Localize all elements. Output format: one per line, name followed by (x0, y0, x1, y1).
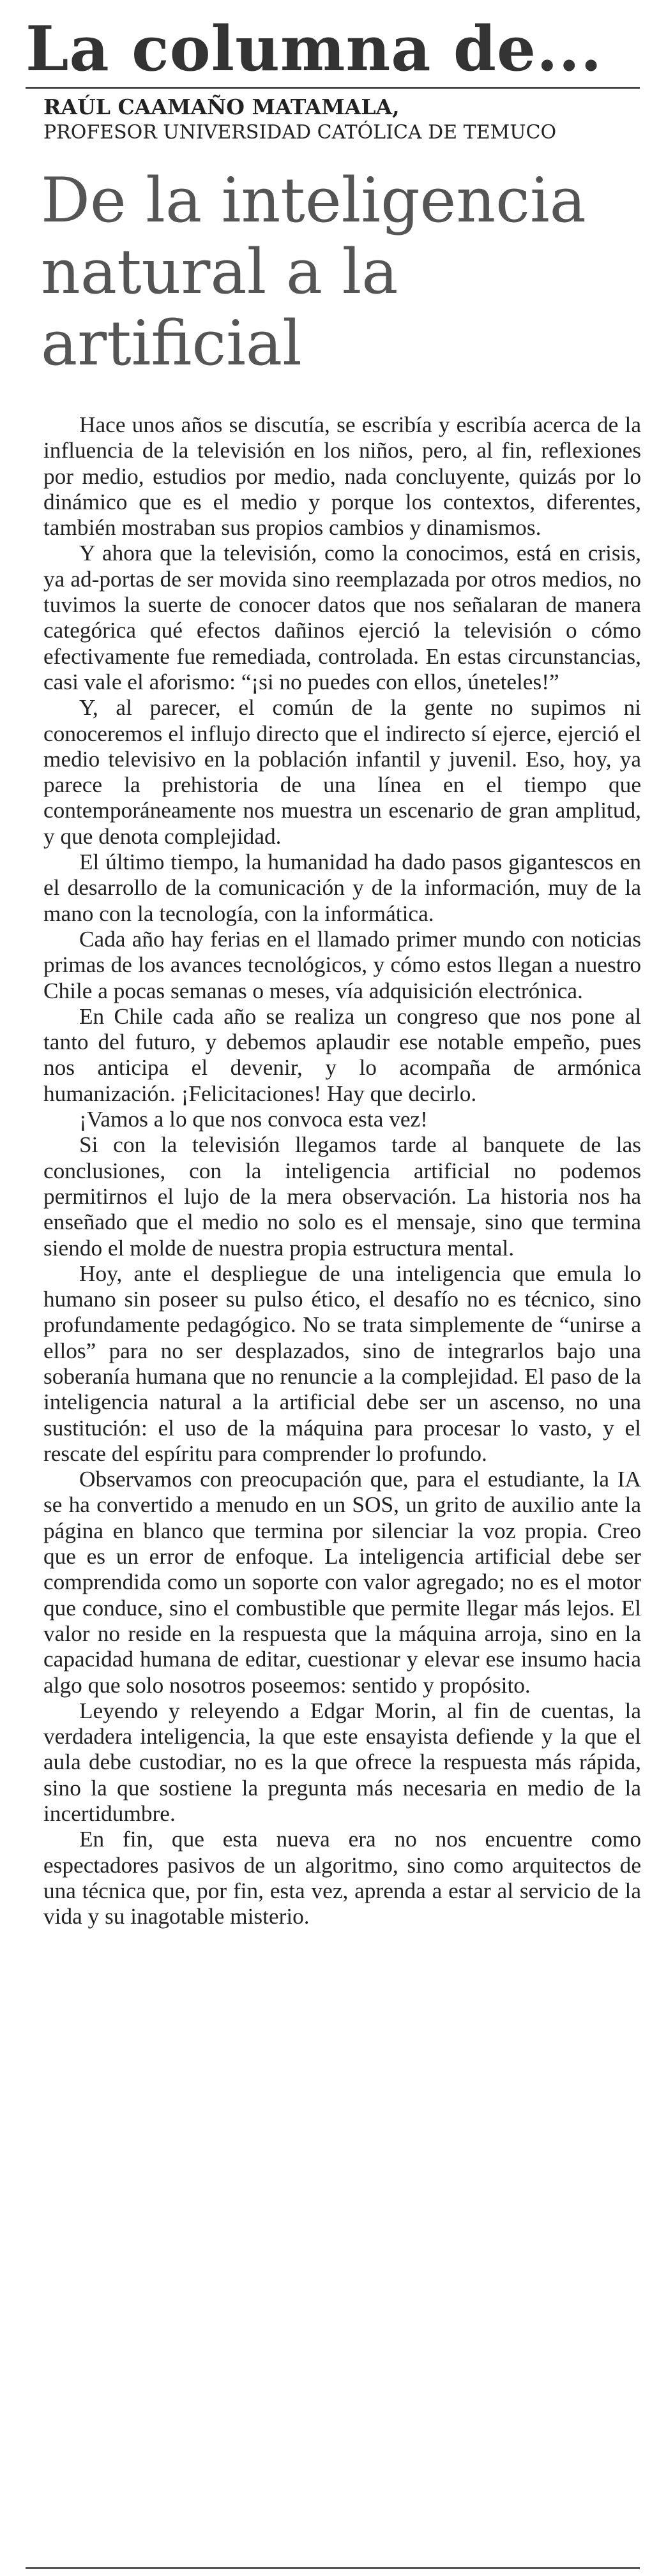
section-title: La columna de... (26, 13, 603, 85)
article-paragraph: Si con la televisión llegamos tarde al banquete de las conclusiones, con la inteligencia artificial no podemos permitirnos el lujo de la mera observación. La historia nos ha enseñado que el medio no solo es el mensaje, sino que termina siendo el molde de nuestra propia estructura mental. (43, 1132, 641, 1261)
article-headline: De la inteligencia natural a la artificial (41, 165, 586, 379)
footer-divider (26, 2567, 640, 2569)
article-paragraph: Cada año hay ferias en el llamado primer mundo con noticias primas de los avances tecnológicos, y cómo estos llegan a nuestro Chile a pocas semanas o meses, vía adquisición electrónica. (43, 926, 641, 1003)
article-paragraph: En fin, que esta nueva era no nos encuentre como espectadores pasivos de un algoritmo, sino como arquitectos de una técnica que, por fin, esta vez, aprenda a estar al servicio de la vida y su inagotable misterio. (43, 1827, 641, 1929)
header-divider (26, 87, 640, 89)
article-paragraph: Leyendo y releyendo a Edgar Morin, al fin de cuentas, la verdadera inteligencia, la que este ensayista defiende y la que el aula debe custodiar, no es la que ofrece la respuesta más rápida, sino la que sostiene la pregunta más necesaria en medio de la incertidumbre. (43, 1698, 641, 1827)
author-name: RAÚL CAAMAÑO MATAMALA, (43, 94, 400, 119)
article-paragraph: Hoy, ante el despliegue de una inteligencia que emula lo humano sin poseer su pulso ético, el desafío no es técnico, sino profundamente pedagógico. No se trata simplemente de “unirse a ellos” para no ser desplazados, sino de integrarlos bajo una soberanía humana que no renuncie a la complejidad. El paso de la inteligencia natural a la artificial debe ser un ascenso, no una sustitución: el uso de la máquina para procesar lo vasto, y el rescate del espíritu para comprender lo profundo. (43, 1261, 641, 1466)
column-header (26, 14, 639, 84)
article-paragraph: Y ahora que la televisión, como la conocimos, está en crisis, ya ad-portas de ser movida sino reemplazada por otros medios, no tuvimos la suerte de conocer datos que nos señalaran de manera categórica qué efectos dañinos ejerció la televisión o cómo efectivamente fue remediada, controlada. En estas circunstancias, casi vale el aforismo: “¡si no puedes con ellos, úneteles!” (43, 541, 641, 694)
article-paragraph: ¡Vamos a lo que nos convoca esta vez! (79, 1107, 428, 1132)
article-paragraph: Observamos con preocupación que, para el estudiante, la IA se ha convertido a menudo en un SOS, un grito de auxilio ante la página en blanco que termina por silenciar la voz propia. Creo que es un error de enfoque. La inteligencia artificial debe ser comprendida como un soporte con valor agregado; no es el motor que conduce, sino el combustible que permite llegar más lejos. El valor no reside en la respuesta que la máquina arroja, sino en la capacidad humana de editar, cuestionar y elevar ese insumo hacia algo que solo nosotros poseemos: sentido y propósito. (43, 1467, 641, 1698)
article-paragraph: Hace unos años se discutía, se escribía y escribía acerca de la influencia de la televisión en los niños, pero, al fin, reflexiones por medio, estudios por medio, nada concluyente, quizás por lo dinámico que es el medio y porque los contextos, diferentes, también mostraban sus propios cambios y dinamismos. (43, 412, 641, 541)
article-paragraph: El último tiempo, la humanidad ha dado pasos gigantescos en el desarrollo de la comunicación y de la información, muy de la mano con la tecnología, con la informática. (43, 850, 641, 926)
article-body (43, 412, 641, 1930)
article-paragraph: Y, al parecer, el común de la gente no supimos ni conoceremos el influjo directo que el indirecto sí ejerce, ejerció el medio televisivo en la población infantil y juvenil. Eso, hoy, ya parece la prehistoria de una línea en el tiempo que contemporáneamente nos muestra un escenario de gran amplitud, y que denota complejidad. (43, 695, 641, 849)
article-paragraph: En Chile cada año se realiza un congreso que nos pone al tanto del futuro, y debemos aplaudir ese notable empeño, pues nos anticipa el devenir, y lo acompaña de armónica humanización. ¡Felicitaciones! Hay que decirlo. (43, 1003, 641, 1106)
author-role: PROFESOR UNIVERSIDAD CATÓLICA DE TEMUCO (43, 121, 557, 144)
